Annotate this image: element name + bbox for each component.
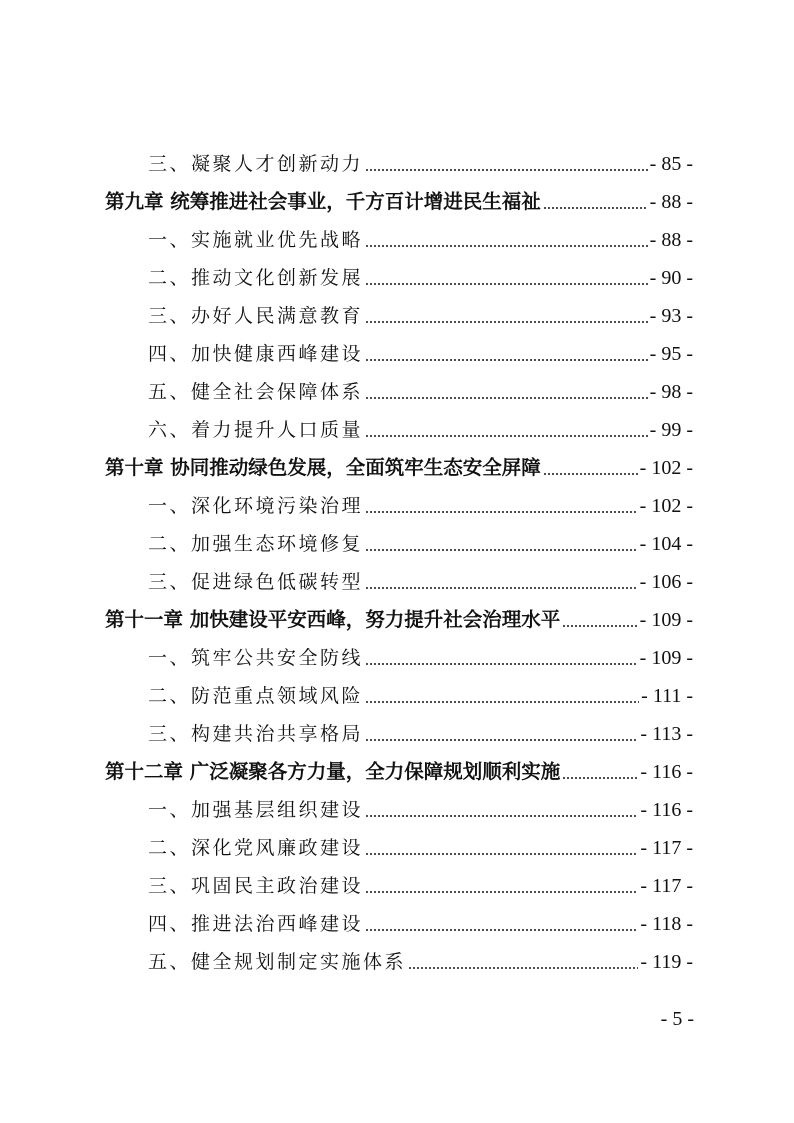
toc-entry-page: - 90 -	[649, 267, 693, 289]
toc-entry-title: 二、推动文化创新发展	[148, 267, 364, 289]
page-number: - 5 -	[660, 1008, 694, 1030]
toc-entry-title: 四、加快健康西峰建设	[148, 343, 364, 365]
toc-entry-title: 一、加强基层组织建设	[148, 799, 364, 821]
toc-entry-title: 三、构建共治共享格局	[148, 723, 364, 745]
toc-entry-section[interactable]	[148, 792, 693, 822]
toc-entry-page: - 102 -	[639, 457, 693, 479]
toc-entry-title: 三、凝聚人才创新动力	[148, 153, 364, 175]
dot-leader	[365, 585, 638, 591]
dot-leader	[365, 167, 648, 173]
toc-entry-section[interactable]	[148, 412, 693, 442]
toc-entry-page: - 99 -	[649, 419, 693, 441]
toc-entry-page: - 118 -	[640, 913, 693, 935]
toc-entry-page: - 117 -	[640, 875, 693, 897]
dot-leader	[365, 319, 648, 325]
toc-entry-section[interactable]	[148, 640, 693, 670]
dot-leader	[365, 889, 638, 895]
toc-entry-section[interactable]	[148, 716, 693, 746]
toc-entry-title: 第十章 协同推动绿色发展，全面筑牢生态安全屏障	[105, 456, 541, 479]
toc-entry-section[interactable]	[148, 906, 693, 936]
toc-entry-title: 四、推进法治西峰建设	[148, 913, 364, 935]
dot-leader	[365, 509, 638, 515]
toc-entry-page: - 93 -	[649, 305, 693, 327]
toc-entry-section[interactable]	[148, 564, 693, 594]
toc-entry-page: - 116 -	[640, 799, 693, 821]
toc-entry-title: 二、加强生态环境修复	[148, 533, 364, 555]
dot-leader	[365, 851, 638, 857]
dot-leader	[543, 471, 638, 477]
toc-entry-section[interactable]	[148, 526, 693, 556]
toc-entry-chapter[interactable]	[105, 602, 693, 632]
toc-entry-section[interactable]	[148, 944, 693, 974]
dot-leader	[562, 775, 638, 781]
toc-entry-title: 一、深化环境污染治理	[148, 495, 364, 517]
dot-leader	[365, 737, 638, 743]
toc-entry-title: 五、健全规划制定实施体系	[148, 951, 407, 973]
toc-entry-page: - 104 -	[639, 533, 693, 555]
toc-entry-title: 第九章 统筹推进社会事业，千方百计增进民生福祉	[105, 190, 541, 213]
toc-entry-page: - 113 -	[640, 723, 693, 745]
toc-entry-page: - 85 -	[649, 153, 693, 175]
dot-leader	[408, 965, 638, 971]
toc-entry-title: 一、筑牢公共安全防线	[148, 647, 364, 669]
toc-entry-page: - 116 -	[640, 761, 693, 783]
toc-entry-section[interactable]	[148, 260, 693, 290]
toc-entry-title: 三、促进绿色低碳转型	[148, 571, 364, 593]
dot-leader	[543, 205, 648, 211]
toc-entry-section[interactable]	[148, 830, 693, 860]
dot-leader	[365, 813, 638, 819]
toc-entry-section[interactable]	[148, 374, 693, 404]
dot-leader	[365, 395, 648, 401]
dot-leader	[365, 927, 638, 933]
toc-entry-title: 五、健全社会保障体系	[148, 381, 364, 403]
toc-entry-section[interactable]	[148, 336, 693, 366]
toc-entry-page: - 109 -	[639, 609, 693, 631]
toc-entry-title: 三、巩固民主政治建设	[148, 875, 364, 897]
toc-entry-page: - 102 -	[639, 495, 693, 517]
toc-entry-chapter[interactable]	[105, 754, 693, 784]
dot-leader	[365, 547, 638, 553]
dot-leader	[365, 699, 639, 705]
toc-entry-chapter[interactable]	[105, 184, 693, 214]
toc-entry-page: - 111 -	[641, 685, 693, 707]
dot-leader	[365, 433, 648, 439]
toc-entry-section[interactable]	[148, 222, 693, 252]
toc-entry-page: - 106 -	[639, 571, 693, 593]
dot-leader	[365, 357, 648, 363]
dot-leader	[365, 281, 648, 287]
toc-entry-section[interactable]	[148, 868, 693, 898]
toc-entry-title: 第十二章 广泛凝聚各方力量，全力保障规划顺利实施	[105, 760, 561, 783]
toc-entry-section[interactable]	[148, 678, 693, 708]
toc-entry-chapter[interactable]	[105, 450, 693, 480]
toc-entry-page: - 88 -	[649, 191, 693, 213]
dot-leader	[365, 661, 638, 667]
toc-entry-title: 二、防范重点领域风险	[148, 685, 364, 707]
toc-entry-section[interactable]	[148, 298, 693, 328]
toc-entry-page: - 119 -	[640, 951, 693, 973]
toc-entry-page: - 95 -	[649, 343, 693, 365]
toc-entry-page: - 88 -	[649, 229, 693, 251]
dot-leader	[562, 623, 637, 629]
toc-entry-page: - 98 -	[649, 381, 693, 403]
toc-entry-page: - 117 -	[640, 837, 693, 859]
toc-entry-title: 六、着力提升人口质量	[148, 419, 364, 441]
toc-entry-title: 三、办好人民满意教育	[148, 305, 364, 327]
toc-entry-title: 二、深化党风廉政建设	[148, 837, 364, 859]
dot-leader	[365, 243, 648, 249]
toc-entry-section[interactable]	[148, 488, 693, 518]
toc-entry-page: - 109 -	[639, 647, 693, 669]
toc-entry-title: 一、实施就业优先战略	[148, 229, 364, 251]
toc-entry-section[interactable]	[148, 146, 693, 176]
toc-entry-title: 第十一章 加快建设平安西峰，努力提升社会治理水平	[105, 608, 561, 631]
